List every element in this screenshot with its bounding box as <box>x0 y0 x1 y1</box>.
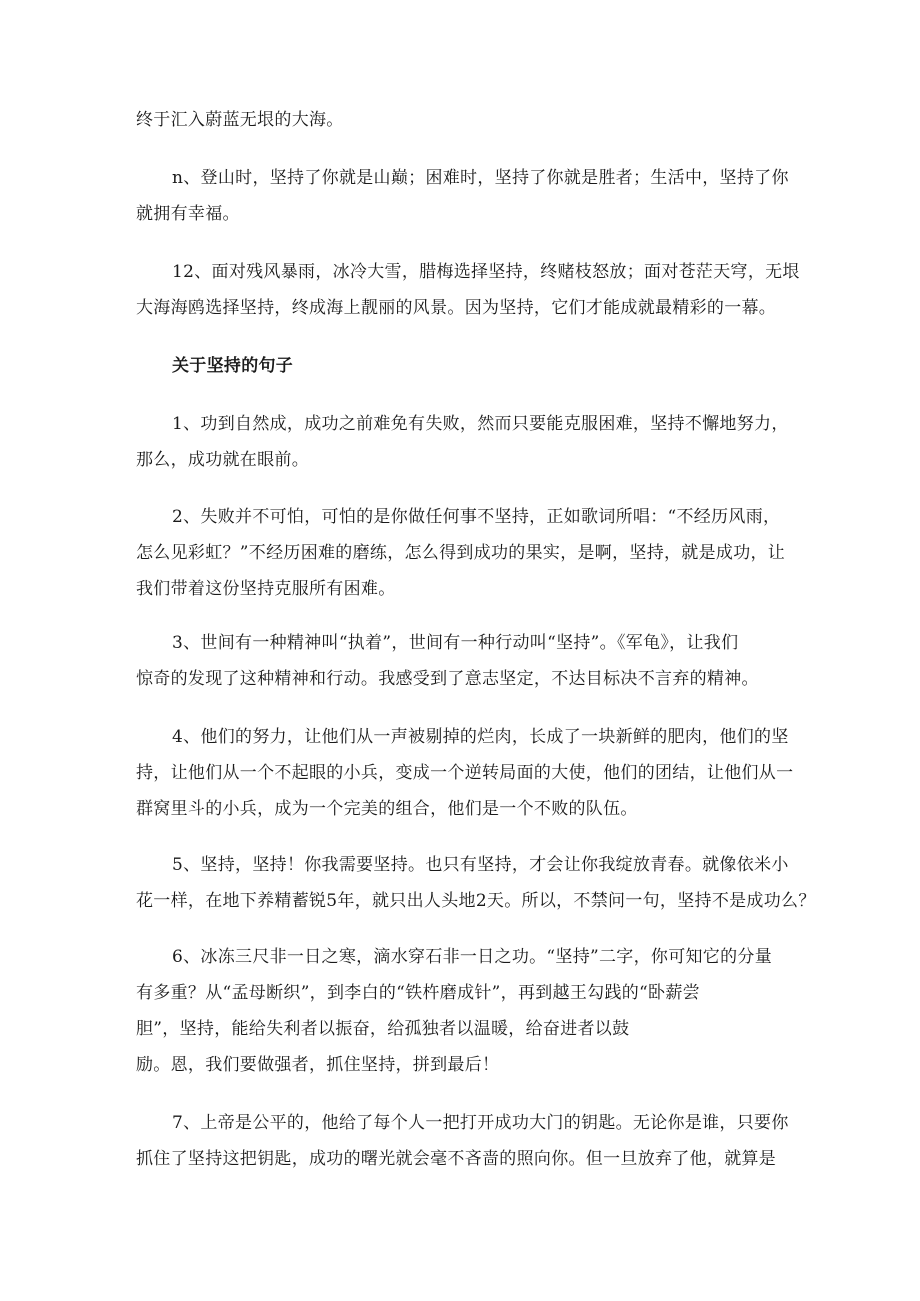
text-line: 励。恩，我们要做强者，抓住坚持，拼到最后！ <box>136 1055 500 1075</box>
text-line: 终于汇入蔚蓝无垠的大海。 <box>136 110 344 130</box>
text-line: 那么，成功就在眼前。 <box>136 450 309 470</box>
text-line: 群窝里斗的小兵，成为一个完美的组合，他们是一个不败的队伍。 <box>136 799 638 819</box>
text-line: 3、世间有一种精神叫“执着”，世间有一种行动叫“坚持”。《军龟》，让我们 <box>172 633 739 653</box>
text-line: 2、失败并不可怕，可怕的是你做任何事不坚持，正如歌词所唱：“不经历风雨， <box>172 507 781 527</box>
text-line: 就拥有幸福。 <box>136 204 240 224</box>
text-line: 胆”，坚持，能给失利者以振奋，给孤独者以温暖，给奋进者以鼓 <box>136 1019 630 1039</box>
text-line: n、登山时，坚持了你就是山巅；困难时，坚持了你就是胜者；生活中，坚持了你 <box>172 168 789 188</box>
text-line: 1、功到自然成，成功之前难免有失败，然而只要能克服困难，坚持不懈地努力， <box>172 414 789 434</box>
text-line: 持，让他们从一个不起眼的小兵，变成一个逆转局面的大使，他们的团结，让他们从一 <box>136 763 794 783</box>
text-line: 12、面对残风暴雨，冰冷大雪，腊梅选择坚持，终赌枝怒放；面对苍茫天穹，无垠 <box>172 262 800 282</box>
text-line: 怎么见彩虹？”不经历困难的磨练，怎么得到成功的果实，是啊，坚持，就是成功，让 <box>136 543 786 563</box>
text-line: 惊奇的发现了这种精神和行动。我感受到了意志坚定，不达目标决不言弃的精神。 <box>136 669 759 689</box>
text-line: 抓住了坚持这把钥匙，成功的曙光就会毫不吝啬的照向你。但一旦放弃了他，就算是 <box>136 1149 777 1169</box>
text-line: 5、坚持，坚持！你我需要坚持。也只有坚持，才会让你我绽放青春。就像依米小 <box>172 855 789 875</box>
text-line: 大海海鸥选择坚持，终成海上靓丽的风景。因为坚持，它们才能成就最精彩的一幕。 <box>136 298 777 318</box>
text-line: 我们带着这份坚持克服所有困难。 <box>136 579 396 599</box>
text-line: 7、上帝是公平的，他给了每个人一把打开成功大门的钥匙。无论你是谁，只要你 <box>172 1113 789 1133</box>
text-line: 花一样，在地下养精蓄锐5年，就只出人头地2天。所以，不禁问一句，坚持不是成功么？ <box>136 891 816 911</box>
text-line: 4、他们的努力，让他们从一声被剔掉的烂肉，长成了一块新鲜的肥肉，他们的坚 <box>172 727 789 747</box>
text-line: 6、冰冻三尺非一日之寒，滴水穿石非一日之功。“坚持”二字，你可知它的分量 <box>172 947 772 967</box>
section-heading: 关于坚持的句子 <box>172 356 294 376</box>
text-line: 有多重？从“孟母断织”，到李白的“铁杵磨成针”，再到越王勾践的“卧薪尝 <box>136 983 700 1003</box>
